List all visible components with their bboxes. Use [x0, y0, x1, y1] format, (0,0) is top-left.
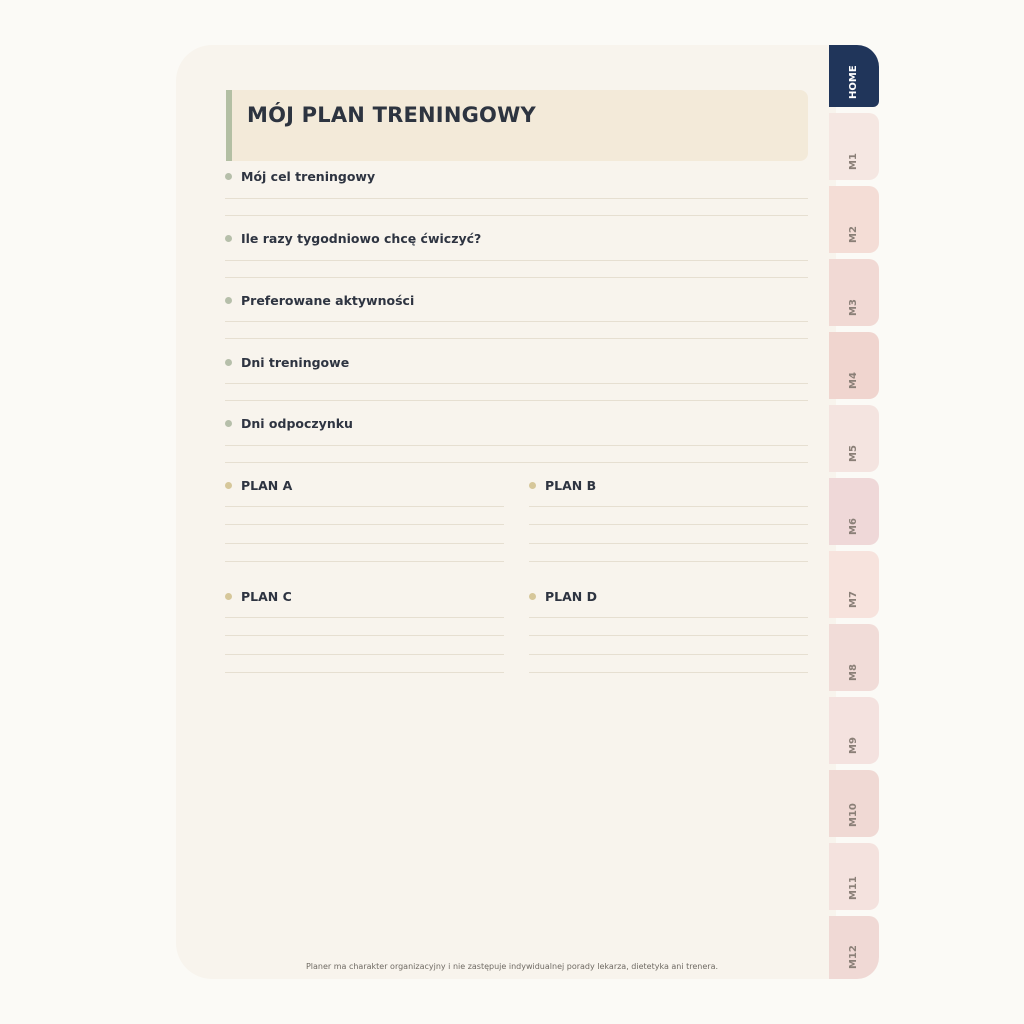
tab-m5-label: M5	[848, 445, 859, 462]
writing-line[interactable]	[225, 445, 808, 446]
tab-m4[interactable]	[829, 332, 879, 399]
tab-m1-label: M1	[848, 153, 859, 170]
writing-line[interactable]	[225, 561, 504, 562]
tab-m5[interactable]	[829, 405, 879, 472]
writing-line[interactable]	[225, 672, 504, 673]
tab-m3[interactable]	[829, 259, 879, 326]
field-label-goal: Mój cel treningowy	[241, 169, 376, 184]
tab-home[interactable]	[829, 45, 879, 107]
planner-page	[176, 45, 836, 979]
tab-m12-label: M12	[848, 945, 859, 969]
writing-line[interactable]	[529, 617, 808, 618]
bullet-icon	[225, 297, 232, 304]
plan-c-label: PLAN C	[241, 589, 292, 604]
bullet-icon	[225, 593, 232, 600]
field-label-activities: Preferowane aktywności	[241, 293, 415, 308]
writing-line[interactable]	[225, 506, 504, 507]
writing-line[interactable]	[529, 524, 808, 525]
writing-line[interactable]	[225, 198, 808, 199]
writing-line[interactable]	[529, 672, 808, 673]
tab-m8-label: M8	[848, 664, 859, 681]
writing-line[interactable]	[529, 506, 808, 507]
writing-line[interactable]	[225, 338, 808, 339]
page-title: MÓJ PLAN TRENINGOWY	[247, 103, 536, 127]
writing-line[interactable]	[225, 277, 808, 278]
field-label-rest-days: Dni odpoczynku	[241, 416, 353, 431]
bullet-icon	[225, 235, 232, 242]
tab-m2[interactable]	[829, 186, 879, 253]
writing-line[interactable]	[225, 383, 808, 384]
tab-home-label: HOME	[848, 65, 859, 99]
writing-line[interactable]	[529, 635, 808, 636]
writing-line[interactable]	[225, 524, 504, 525]
tab-m8[interactable]	[829, 624, 879, 691]
tab-m10[interactable]	[829, 770, 879, 837]
writing-line[interactable]	[225, 617, 504, 618]
writing-line[interactable]	[529, 543, 808, 544]
writing-line[interactable]	[225, 654, 504, 655]
bullet-icon	[225, 359, 232, 366]
tab-m7[interactable]	[829, 551, 879, 618]
writing-line[interactable]	[529, 561, 808, 562]
tab-m7-label: M7	[848, 591, 859, 608]
field-label-training-days: Dni treningowe	[241, 355, 350, 370]
tab-m6-label: M6	[848, 518, 859, 535]
writing-line[interactable]	[225, 543, 504, 544]
title-box	[226, 90, 808, 161]
bullet-icon	[225, 482, 232, 489]
tab-m4-label: M4	[848, 372, 859, 389]
bullet-icon	[529, 482, 536, 489]
tab-m9-label: M9	[848, 737, 859, 754]
writing-line[interactable]	[225, 400, 808, 401]
writing-line[interactable]	[225, 462, 808, 463]
tab-m1[interactable]	[829, 113, 879, 180]
title-accent-bar	[226, 90, 232, 161]
bullet-icon	[529, 593, 536, 600]
field-label-frequency: Ile razy tygodniowo chcę ćwiczyć?	[241, 231, 482, 246]
tab-m10-label: M10	[848, 803, 859, 827]
tab-m6[interactable]	[829, 478, 879, 545]
tab-m3-label: M3	[848, 299, 859, 316]
tab-m2-label: M2	[848, 226, 859, 243]
disclaimer-footer: Planer ma charakter organizacyjny i nie zastępuje indywidualnej porady lekarza, dietetyka ani trenera.	[305, 962, 719, 971]
tab-m11[interactable]	[829, 843, 879, 910]
plan-d-label: PLAN D	[545, 589, 597, 604]
writing-line[interactable]	[225, 215, 808, 216]
tab-m11-label: M11	[848, 876, 859, 900]
tab-m9[interactable]	[829, 697, 879, 764]
plan-a-label: PLAN A	[241, 478, 293, 493]
plan-b-label: PLAN B	[545, 478, 597, 493]
bullet-icon	[225, 173, 232, 180]
writing-line[interactable]	[225, 321, 808, 322]
tab-m12[interactable]	[829, 916, 879, 979]
bullet-icon	[225, 420, 232, 427]
writing-line[interactable]	[529, 654, 808, 655]
writing-line[interactable]	[225, 635, 504, 636]
writing-line[interactable]	[225, 260, 808, 261]
